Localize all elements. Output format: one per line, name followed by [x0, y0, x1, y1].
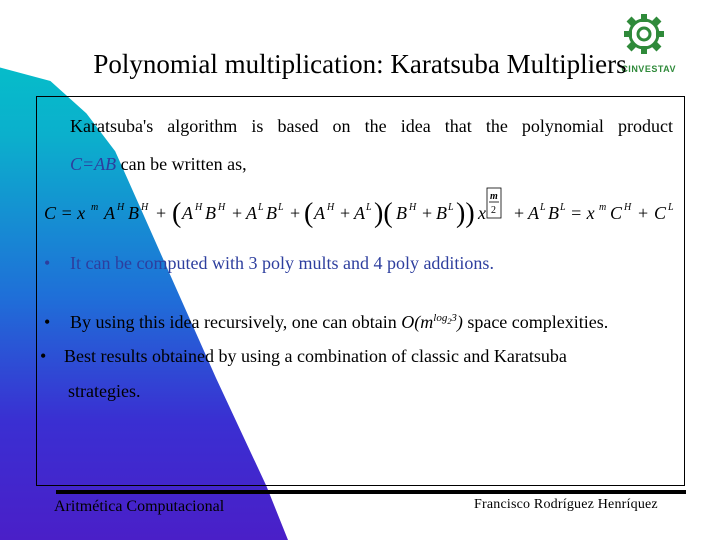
bullet-text-3-continuation: strategies. — [68, 381, 141, 401]
svg-text:)): )) — [456, 198, 475, 229]
svg-text:A: A — [528, 203, 539, 223]
slide-title: Polynomial multiplication: Karatsuba Multipliers — [93, 49, 627, 79]
svg-text:)(: )( — [374, 198, 393, 229]
svg-text:(: ( — [304, 198, 314, 229]
intro-line-1: Karatsuba's algorithm is based on the idea that the polynomial product — [70, 116, 673, 136]
footer-course: Aritmética Computacional — [54, 498, 225, 515]
svg-text:+: + — [232, 203, 243, 223]
svg-text:m: m — [599, 202, 607, 213]
svg-text:H: H — [409, 202, 417, 213]
intro-line-2 — [70, 151, 247, 177]
bullet-marker: • — [40, 346, 47, 366]
svg-text:+: + — [422, 203, 433, 223]
svg-text:+: + — [340, 203, 351, 223]
bullet-marker: • — [44, 253, 51, 273]
svg-text:(: ( — [172, 198, 182, 229]
svg-text:A: A — [104, 203, 115, 223]
svg-text:L: L — [560, 202, 566, 213]
bullet-text-2a: By using this idea recursively, one can obtain — [70, 312, 402, 332]
svg-text:L: L — [278, 202, 284, 213]
svg-text:A: A — [182, 203, 193, 223]
svg-text:L: L — [540, 202, 546, 213]
bullet-item-1 — [44, 250, 494, 276]
svg-text:m: m — [91, 202, 99, 213]
karatsuba-formula — [44, 186, 684, 230]
logo-text: CINVESTAV — [621, 64, 676, 74]
bullet-item-3 — [40, 343, 567, 369]
svg-text:C: C — [610, 203, 623, 223]
svg-text:m: m — [490, 191, 498, 202]
svg-text:+: + — [638, 203, 649, 223]
intro-line-2-text: can be written as, — [116, 154, 247, 174]
svg-text:2: 2 — [491, 205, 496, 216]
svg-text:H: H — [624, 202, 632, 213]
svg-text:H: H — [195, 202, 203, 213]
bullet-text-1: It can be computed with 3 poly mults and 4 poly additions. — [70, 253, 494, 273]
svg-text:B: B — [548, 203, 559, 223]
svg-text:+: + — [514, 203, 525, 223]
svg-text:+: + — [156, 203, 167, 223]
svg-text:C = x: C = x — [44, 203, 86, 223]
svg-text:H: H — [218, 202, 226, 213]
svg-text:H: H — [141, 202, 149, 213]
svg-text:A: A — [246, 203, 257, 223]
formula-graphic — [44, 186, 684, 230]
complexity-expression: $O(m^{log_23})$ — [401, 312, 463, 332]
bullet-text-3: Best results obtained by using a combination of classic and Karatsuba — [64, 346, 567, 366]
bullet-marker: • — [44, 312, 51, 332]
svg-text:= x: = x — [570, 203, 595, 223]
intro-variable: C=AB — [70, 154, 117, 174]
svg-text:L: L — [448, 202, 454, 213]
svg-text:x: x — [478, 203, 486, 223]
svg-text:+: + — [290, 203, 301, 223]
svg-text:L: L — [366, 202, 372, 213]
svg-text:A: A — [314, 203, 325, 223]
svg-text:H: H — [117, 202, 125, 213]
svg-text:A: A — [354, 203, 365, 223]
bullet-item-2 — [44, 305, 608, 335]
svg-text:L: L — [668, 202, 674, 213]
svg-text:B: B — [436, 203, 447, 223]
svg-text:B: B — [128, 203, 139, 223]
svg-text:L: L — [258, 202, 264, 213]
svg-text:H: H — [327, 202, 335, 213]
svg-text:B: B — [266, 203, 277, 223]
svg-text:C: C — [654, 203, 667, 223]
bullet-text-2b: space complexities. — [462, 312, 609, 332]
footer-author: Francisco Rodríguez Henríquez — [474, 497, 658, 512]
svg-text:B: B — [205, 203, 216, 223]
svg-text:B: B — [396, 203, 407, 223]
